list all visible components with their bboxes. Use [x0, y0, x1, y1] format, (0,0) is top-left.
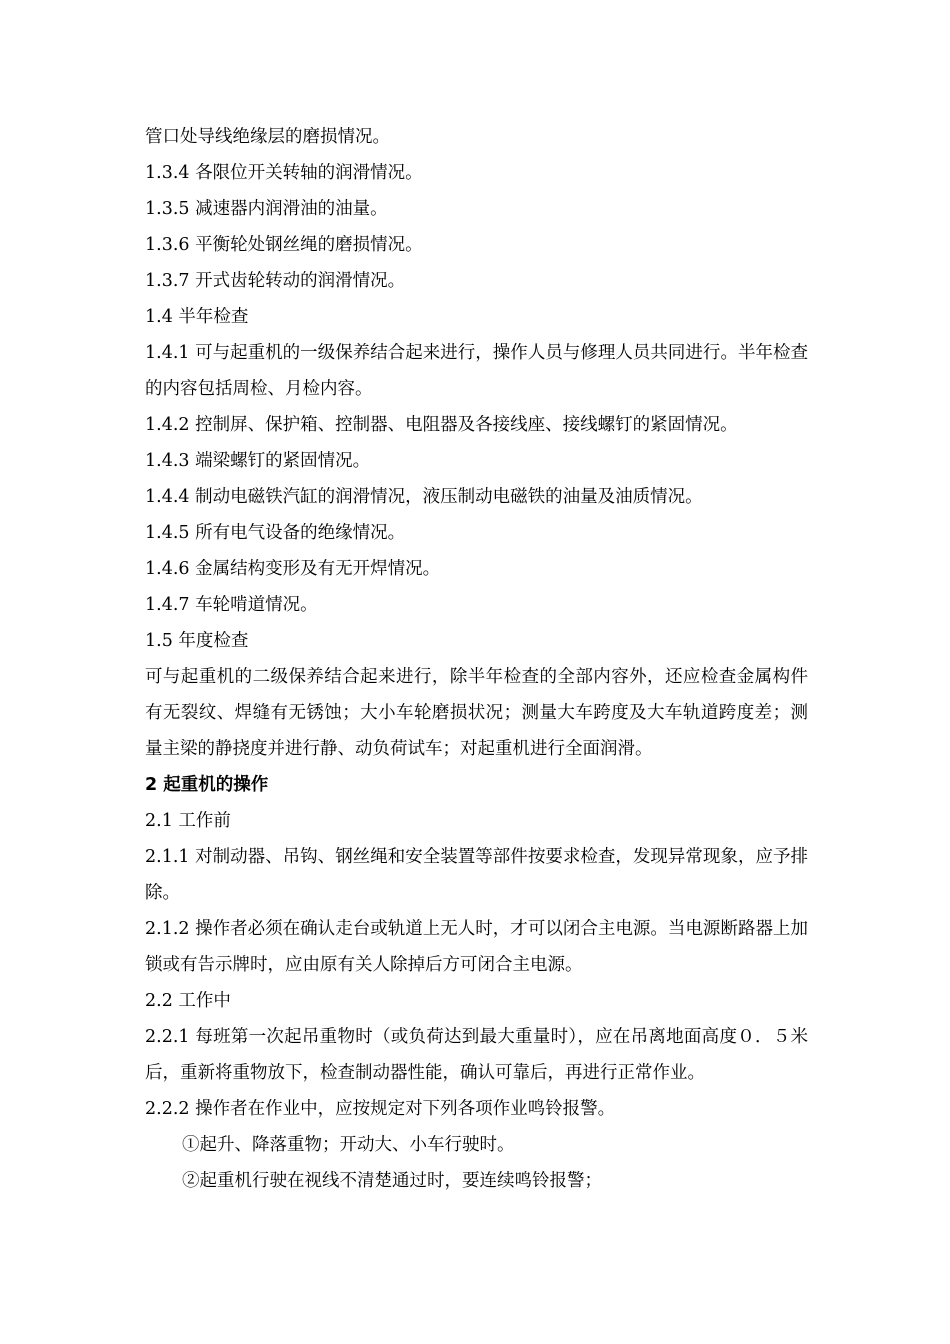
- text-line: 1.3.4 各限位开关转轴的润滑情况。: [145, 163, 423, 183]
- list-item: ②起重机行驶在视线不清楚通过时，要连续鸣铃报警；: [182, 1171, 602, 1191]
- section-heading: 1.4 半年检查: [145, 307, 249, 327]
- text-line: 1.4.7 车轮啃道情况。: [145, 595, 318, 615]
- paragraph: 2.2.1 每班第一次起吊重物时（或负荷达到最大重量时），应在吊离地面高度０．５米后，重新将重物放下，检查制动器性能，确认可靠后，再进行正常作业。: [145, 1027, 808, 1083]
- text-line: 1.4.4 制动电磁铁汽缸的润滑情况，液压制动电磁铁的油量及油质情况。: [145, 487, 703, 507]
- chapter-heading: 2 起重机的操作: [145, 775, 269, 795]
- text-line: 管口处导线绝缘层的磨损情况。: [145, 127, 390, 147]
- text-line: 2.2.2 操作者在作业中，应按规定对下列各项作业鸣铃报警。: [145, 1099, 616, 1119]
- text-line: 1.3.7 开式齿轮转动的润滑情况。: [145, 271, 406, 291]
- paragraph: 2.1.2 操作者必须在确认走台或轨道上无人时，才可以闭合主电源。当电源断路器上加锁或有告示牌时，应由原有关人除掉后方可闭合主电源。: [145, 919, 808, 975]
- document-body: [145, 119, 808, 1199]
- text-line: 1.4.6 金属结构变形及有无开焊情况。: [145, 559, 441, 579]
- section-heading: 2.2 工作中: [145, 991, 231, 1011]
- paragraph: 1.4.1 可与起重机的一级保养结合起来进行，操作人员与修理人员共同进行。半年检查的内容包括周检、月检内容。: [145, 343, 808, 399]
- section-heading: 2.1 工作前: [145, 811, 231, 831]
- section-heading: 1.5 年度检查: [145, 631, 249, 651]
- text-line: 1.3.5 减速器内润滑油的油量。: [145, 199, 388, 219]
- list-item: ①起升、降落重物；开动大、小车行驶时。: [182, 1135, 515, 1155]
- paragraph: 2.1.1 对制动器、吊钩、钢丝绳和安全装置等部件按要求检查，发现异常现象，应予排除。: [145, 847, 808, 903]
- paragraph: 可与起重机的二级保养结合起来进行，除半年检查的全部内容外，还应检查金属构件有无裂纹、焊缝有无锈蚀；大小车轮磨损状况；测量大车跨度及大车轨道跨度差；测量主梁的静挠度并进行静、动负荷试车；对起重机进行全面润滑。: [145, 667, 808, 759]
- text-line: 1.3.6 平衡轮处钢丝绳的磨损情况。: [145, 235, 423, 255]
- text-line: 1.4.5 所有电气设备的绝缘情况。: [145, 523, 406, 543]
- text-line: 1.4.3 端梁螺钉的紧固情况。: [145, 451, 371, 471]
- text-line: 1.4.2 控制屏、保护箱、控制器、电阻器及各接线座、接线螺钉的紧固情况。: [145, 415, 738, 435]
